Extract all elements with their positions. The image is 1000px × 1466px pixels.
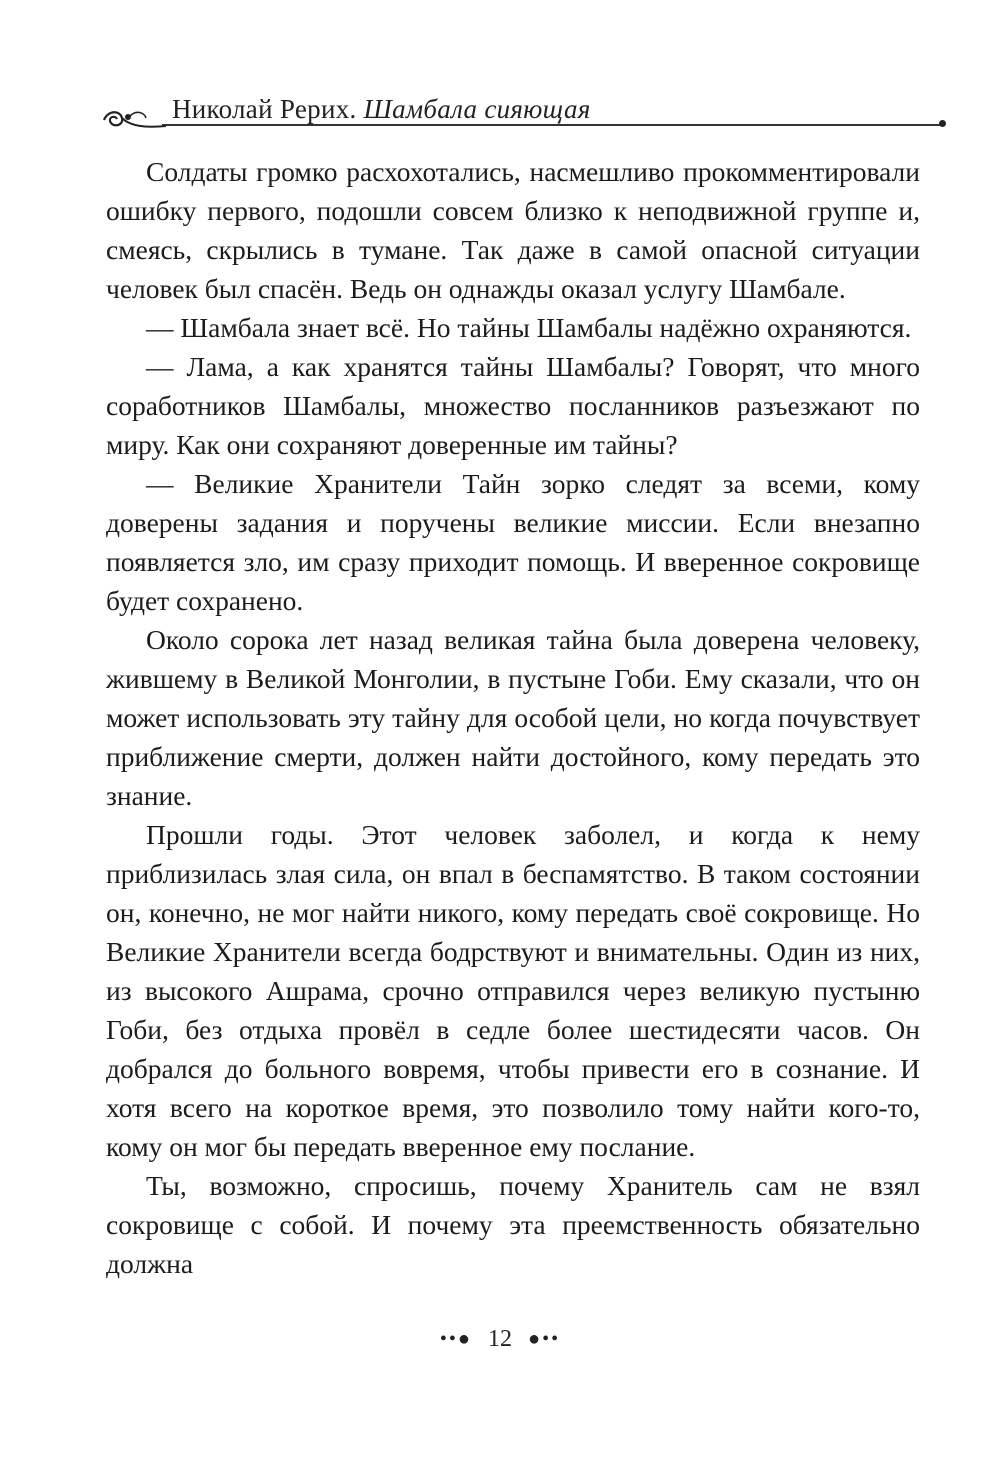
page-footer bbox=[0, 1325, 1000, 1353]
header-author: Николай Рерих. bbox=[172, 94, 357, 124]
paragraph: — Лама, а как хранятся тайны Шамбалы? Говорят, что много соработников Шамбалы, множество посланников разъезжают по миру. Как они сохраняют доверенные им тайны? bbox=[106, 351, 920, 460]
flourish-ornament-icon bbox=[100, 106, 170, 136]
paragraph: Солдаты громко расхохотались, насмешливо прокомментировали ошибку первого, подошли совсем близко к неподвижной группе и, смеясь, скрылись в тумане. Так даже в самой опасной ситуации человек был спасён. Ведь он однажды оказал услугу Шамбале. bbox=[106, 156, 920, 304]
paragraph: Ты, возможно, спросишь, почему Хранитель сам не взял сокровище с собой. И почему эта преемственность обязательно должна bbox=[106, 1170, 920, 1279]
header-book-title: Шамбала сияющая bbox=[363, 94, 591, 124]
header-text bbox=[172, 94, 591, 125]
paragraph: Прошли годы. Этот человек заболел, и когда к нему приблизилась злая сила, он впал в беспамятство. В таком состоянии он, конечно, не мог найти никого, кому передать своё сокровище. Но Великие Хранители всегда бодрствуют и внимательны. Один из них, из высокого Ашрама, срочно отправился через великую пустыню Гоби, без отдыха провёл в седле более шестидесяти часов. Он добрался до больного вовремя, чтобы привести его в сознание. И хотя всего на короткое время, это позволило тому найти кого-то, кому он мог бы передать вверенное ему послание. bbox=[106, 819, 920, 1162]
page-number: 12 bbox=[488, 1325, 512, 1352]
running-header bbox=[100, 92, 950, 140]
paragraph: — Шамбала знает всё. Но тайны Шамбалы надёжно охраняются. bbox=[146, 312, 912, 343]
paragraph: Около сорока лет назад великая тайна была доверена человеку, жившему в Великой Монголии, в пустыне Гоби. Ему сказали, что он может использовать эту тайну для особой цели, но когда почувствует приближение смерти, должен найти достойного, кому передать это знание. bbox=[106, 624, 920, 811]
footer-right-ornament: ●•• bbox=[528, 1327, 561, 1350]
header-rule bbox=[162, 124, 942, 126]
header-end-dot bbox=[939, 120, 946, 127]
paragraph: — Великие Хранители Тайн зорко следят за всеми, кому доверены задания и поручены великие миссии. Если внезапно появляется зло, им сразу приходит помощь. И вверенное сокровище будет сохранено. bbox=[106, 468, 920, 616]
page-body bbox=[106, 152, 920, 1283]
footer-left-ornament: ••● bbox=[439, 1327, 472, 1350]
